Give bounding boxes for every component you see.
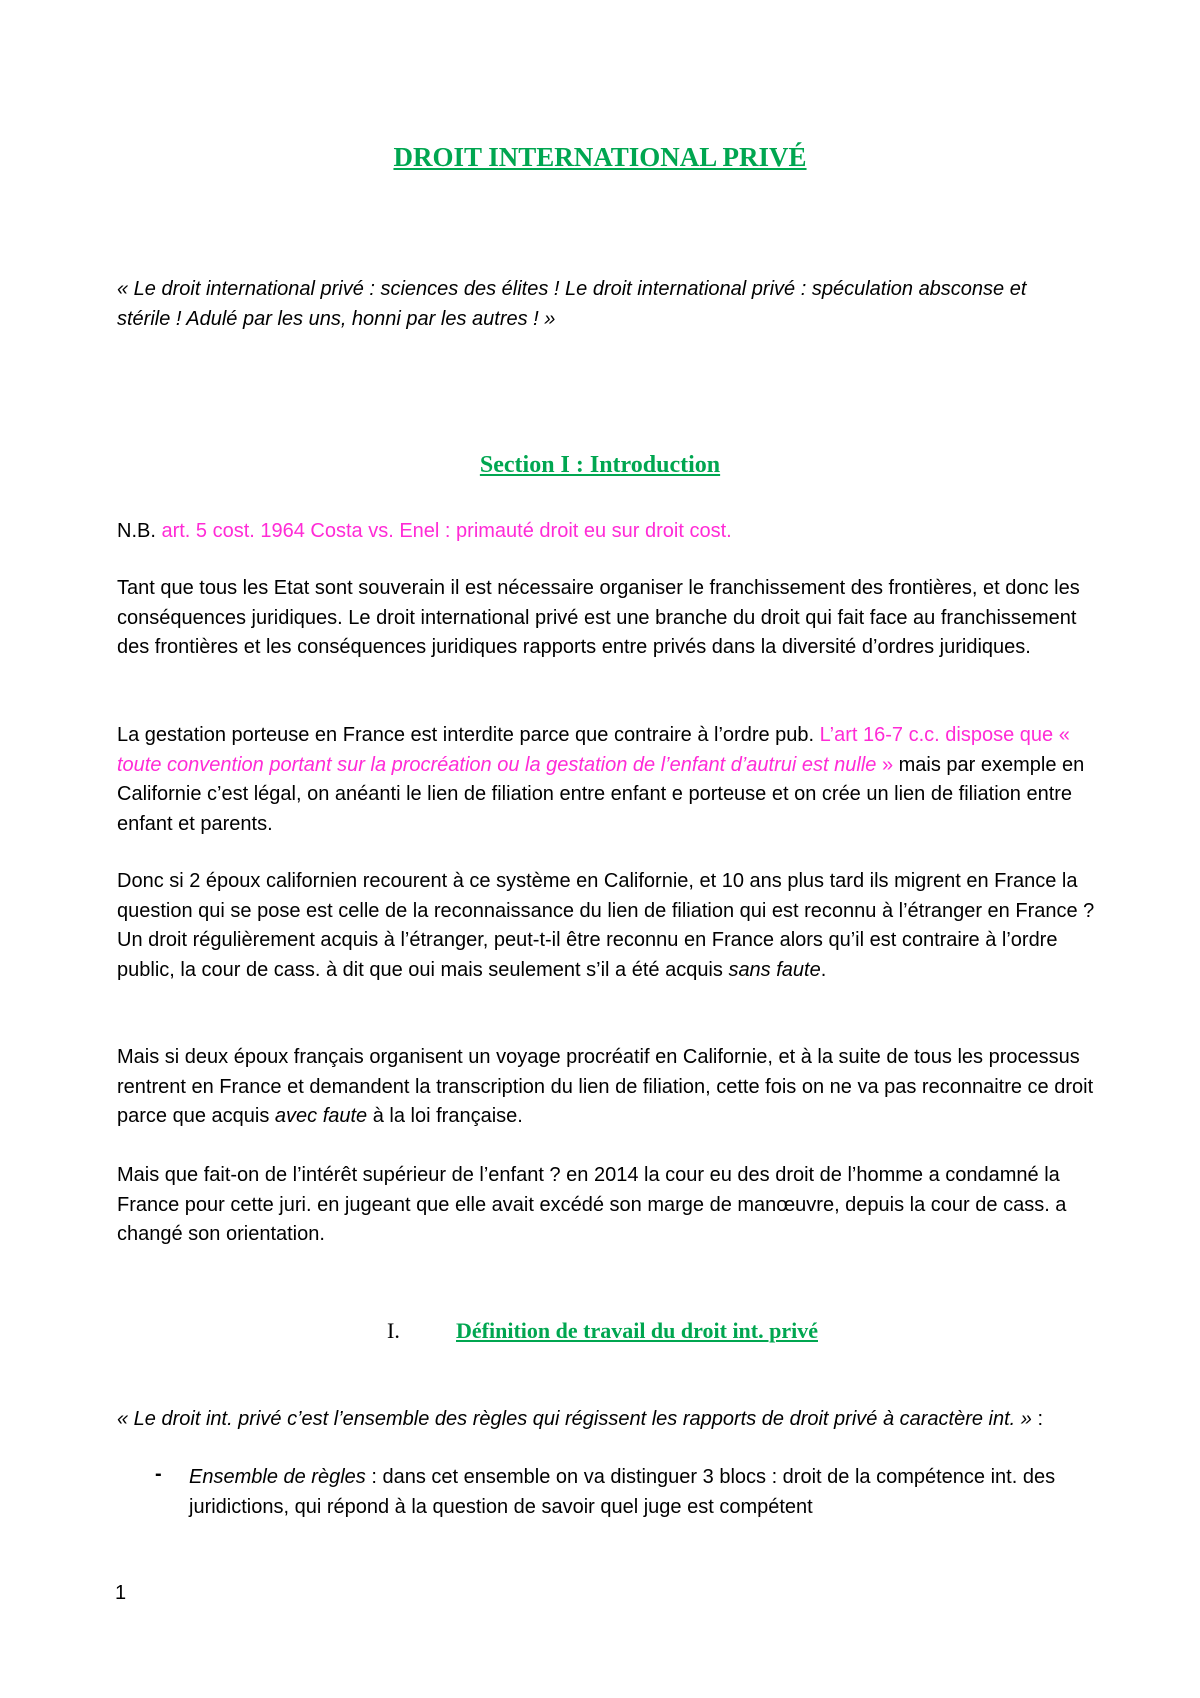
paragraph-4-start: Mais si deux époux français organisent un voyage procréatif en Californie, et à la suite de tous les processus rentrent en France et demandent la transcription du lien de filiation, cette fois on ne va pas reconnaitre ce droit parce que acquis (117, 1046, 1094, 1128)
paragraph-5: Mais que fait-on de l’intérêt supérieur de l’enfant ? en 2014 la cour eu des droit de l’homme a condamné la France pour cette juri. en jugeant que elle avait excédé son marge de manœuvre, depuis la cour de cass. a changé son orientation. (117, 1164, 1067, 1246)
paragraph-3-line2-end: . (820, 958, 827, 981)
paragraph-2-pink1: L’art 16-7 c.c. dispose que « (819, 724, 1070, 746)
definition-end: : (1031, 1408, 1044, 1430)
definition-quote (117, 1405, 1102, 1435)
page-number: 1 (115, 1582, 127, 1604)
paragraph-2-part1: La gestation porteuse en France est interdite parce que contraire à l’ordre pub. (117, 724, 820, 746)
bullet-dash: - (155, 1463, 162, 1485)
paragraph-2-part2: mais par exemple en Californie c’est légal, on anéanti le lien de filiation entre enfant e porteuse et on crée un lien de filiation entre enfant et parents. (117, 753, 1085, 835)
paragraph-4 (117, 1043, 1102, 1132)
paragraph-3-line2-italic: sans faute (728, 958, 821, 981)
paragraph-3-line2 (117, 926, 1102, 985)
paragraph-3-line2-start: Un droit régulièrement acquis à l’étranger, peut-t-il être reconnu en France alors qu’il est contraire à l’ordre public, la cour de cass. à dit que oui mais seulement s’il a été acquis (117, 929, 1058, 981)
nb-note (117, 517, 1102, 547)
epigraph-quote: « Le droit international privé : sciences des élites ! Le droit international privé : spéculation absconse et stérile ! Adulé par les uns, honni par les autres ! » (117, 278, 1027, 330)
paragraph-2-pink2: » (876, 753, 894, 776)
paragraph-1: Tant que tous les Etat sont souverain il est nécessaire organiser le franchissement des frontières, et donc les conséquences juridiques. Le droit international privé est une branche du droit qui fait face au franchissement des frontières et les conséquences juridiques rapports entre privés dans la diversité d’ordres juridiques. (117, 577, 1080, 659)
nb-text: art. 5 cost. 1964 Costa vs. Enel : primauté droit eu sur droit cost. (161, 520, 732, 542)
section-title: Section I : Introduction (479, 452, 721, 478)
paragraph-3 (117, 867, 1102, 985)
paragraph-2-citation: toute convention portant sur la procréation ou la gestation de l’enfant d’autrui est nulle (117, 753, 877, 776)
paragraph-3-line1: Donc si 2 époux californien recourent à ce système en Californie, et 10 ans plus tard ils migrent en France la question qui se pose est celle de la reconnaissance du lien de filiation qui est reconnu à l’étranger en France ? (117, 870, 1095, 922)
paragraph-4-italic: avec faute (274, 1105, 368, 1128)
document-title: DROIT INTERNATIONAL PRIVÉ (393, 142, 807, 172)
bullet-text: : dans cet ensemble on va distinguer 3 blocs : droit de la compétence int. des juridictions, qui répond à la question de savoir quel juge est compétent (189, 1466, 1056, 1518)
bullet-item (189, 1463, 1089, 1522)
nb-label: N.B. (117, 520, 162, 542)
subsection-title: Définition de travail du droit int. privé (456, 1318, 818, 1343)
paragraph-2 (117, 721, 1102, 839)
definition-italic: « Le droit int. privé c’est l’ensemble des règles qui régissent les rapports de droit privé à caractère int. » (117, 1408, 1032, 1430)
paragraph-4-end: à la loi française. (367, 1105, 523, 1128)
subsection-number: I. (387, 1318, 400, 1343)
bullet-italic: Ensemble de règles (189, 1466, 366, 1488)
